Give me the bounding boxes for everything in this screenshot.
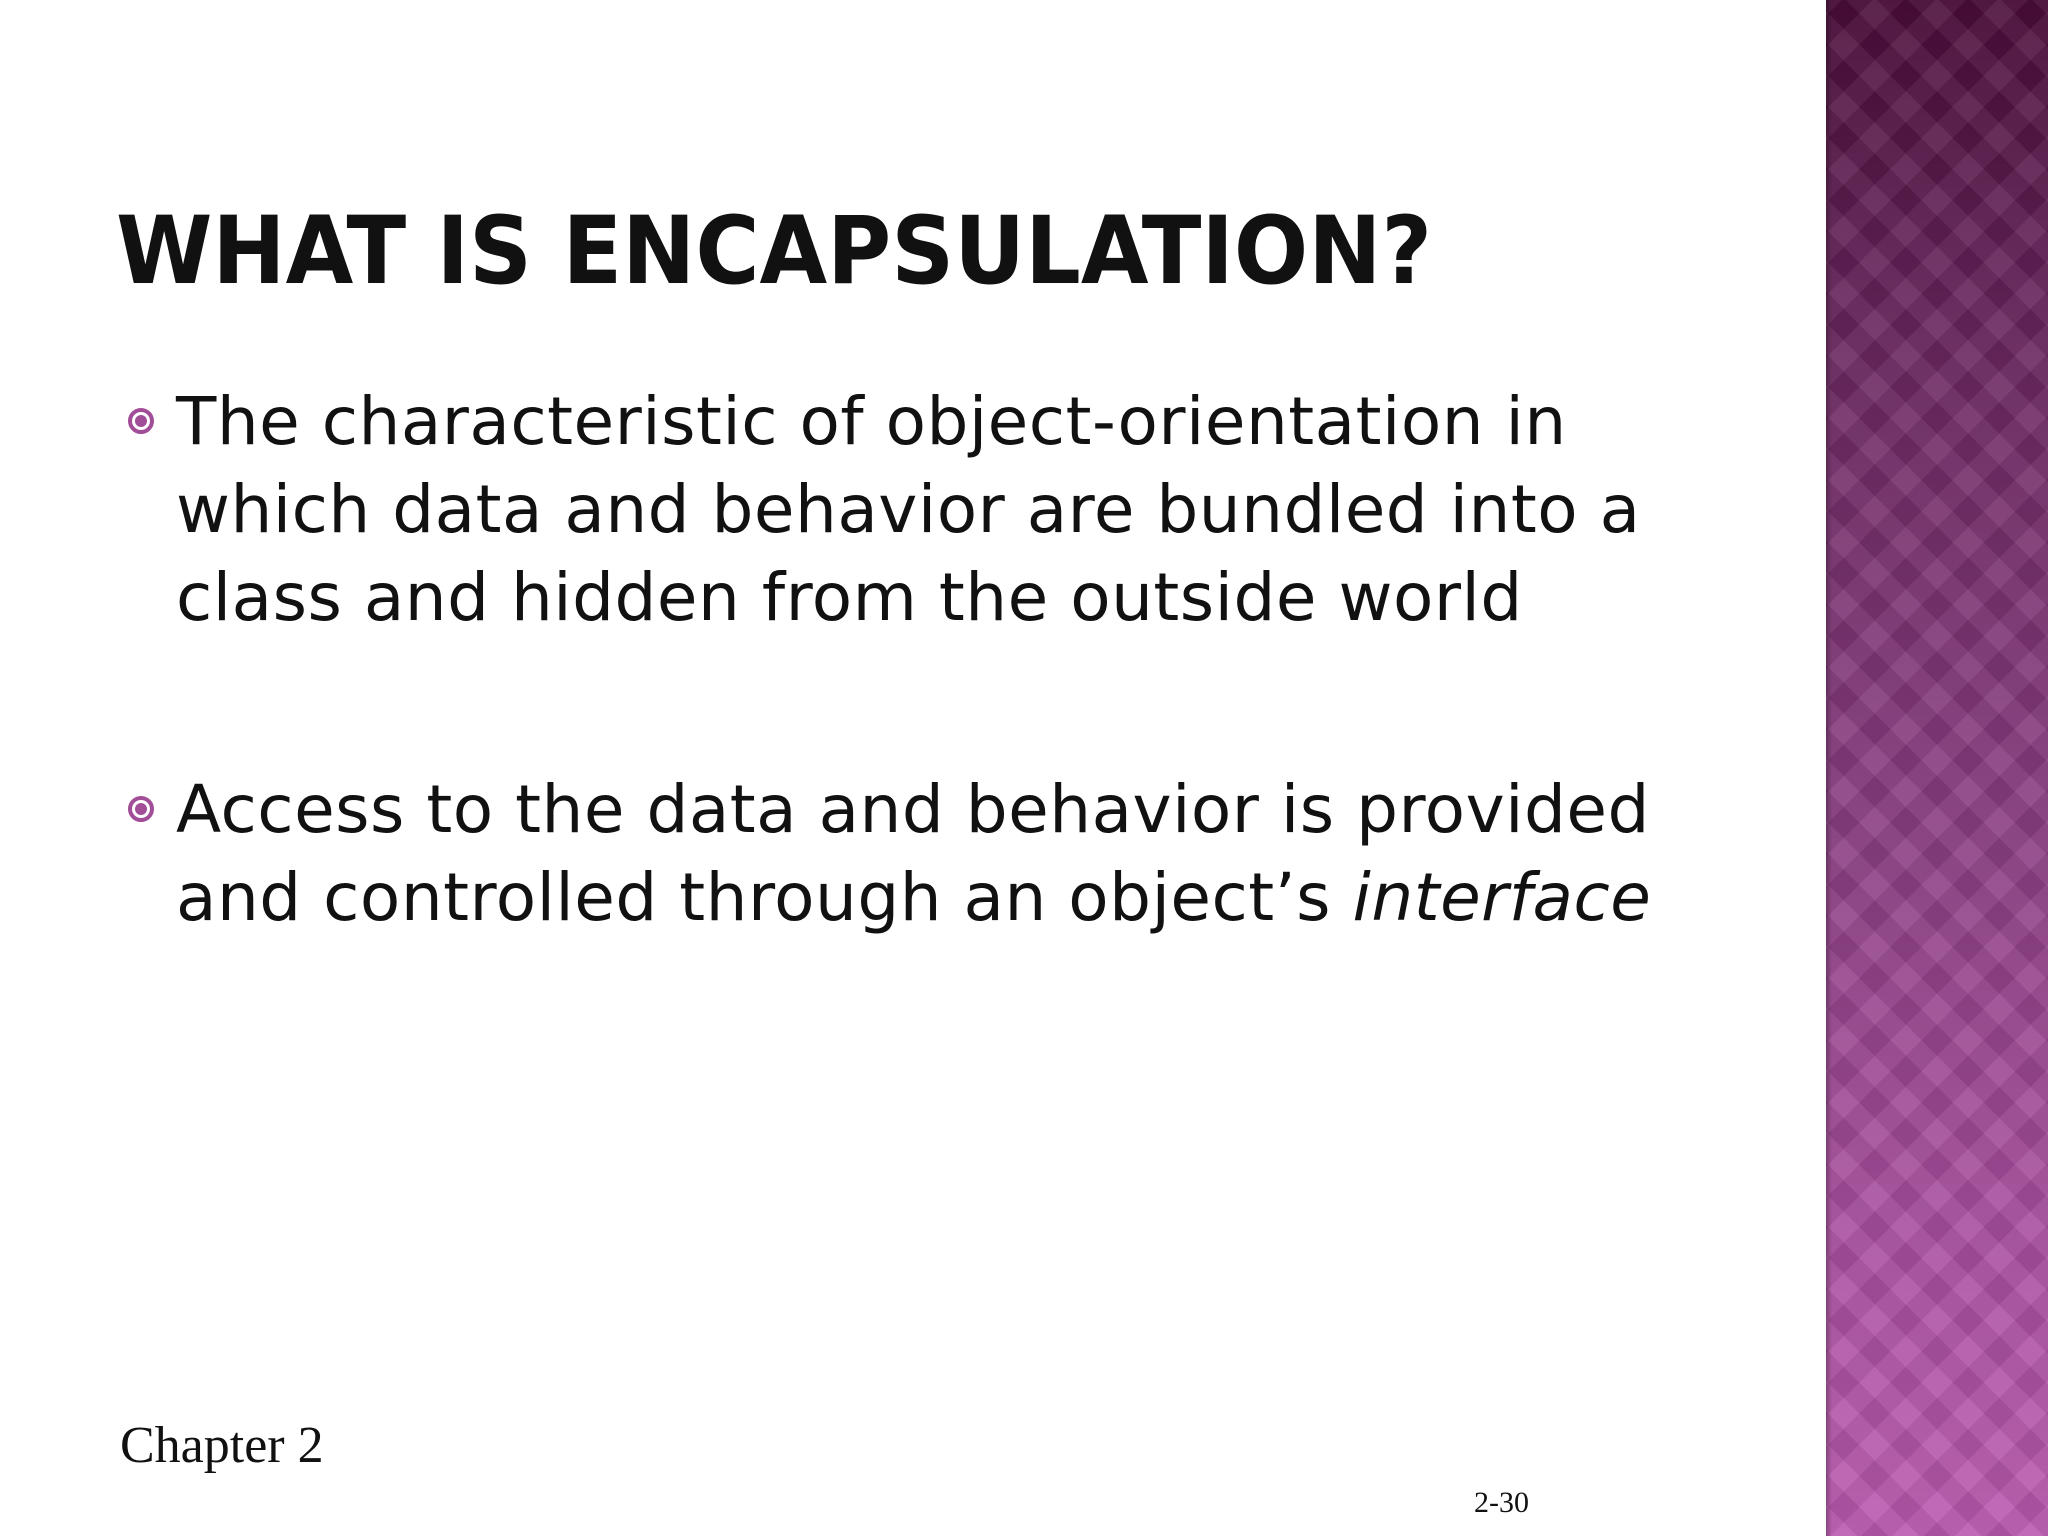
- slide-number: 2-30: [1474, 1486, 1529, 1519]
- bullet-item-1: [128, 378, 1708, 642]
- slide-title: WHAT IS ENCAPSULATION?: [116, 197, 1433, 306]
- bullet-text-2-emphasis: interface: [1352, 859, 1652, 936]
- circled-dot-bullet-icon: [128, 408, 154, 434]
- footer-chapter: Chapter 2: [120, 1417, 324, 1474]
- bullet-text-2: [176, 766, 1708, 942]
- decorative-side-panel: [1826, 0, 2048, 1536]
- bullet-item-2: [128, 766, 1708, 942]
- circled-dot-bullet-icon: [128, 796, 154, 822]
- bullet-text-1: The characteristic of object-orientation in which data and behavior are bundled into a class and hidden from the outside world: [176, 383, 1641, 636]
- side-panel-shadow: [1826, 0, 1832, 1536]
- bullet-text-2-main: Access to the data and behavior is provided and controlled through an object’s: [176, 771, 1650, 936]
